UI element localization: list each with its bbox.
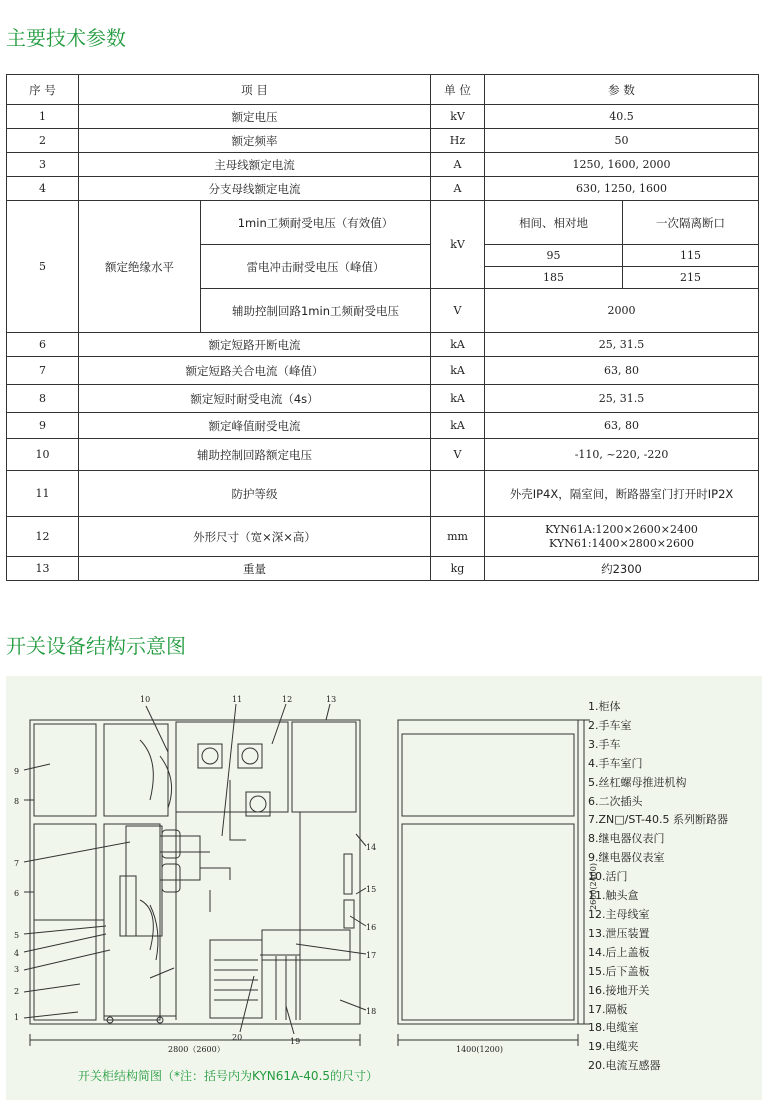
structure-section-title: 开关设备结构示意图 [6,634,186,658]
legend-item: 17.隔板 [588,1002,628,1016]
side-view-outline [398,720,578,1024]
table-row: 9 额定峰值耐受电流 kA 63, 80 [7,413,759,439]
legend-item: 10.活门 [588,870,628,884]
table-row: 2 额定频率 Hz 50 [7,129,759,153]
spec-section-title: 主要技术参数 [6,26,126,50]
callout-3: 3 [14,965,20,974]
callout-5: 5 [14,931,20,940]
legend-item: 2.手车室 [588,718,632,732]
legend-item: 14.后上盖板 [588,945,650,959]
callout-4: 4 [14,949,20,958]
dim-side-width: 1400(1200) [456,1045,503,1054]
callout-7: 7 [14,859,20,868]
legend-item: 1.柜体 [588,700,621,713]
callout-19: 19 [290,1037,301,1046]
legend-item: 8.继电器仪表门 [588,832,665,846]
cabinet-outline [30,720,360,1024]
callout-10: 10 [140,695,151,704]
parts-legend [588,698,728,1076]
callout-1: 1 [14,1013,20,1022]
callout-12: 12 [282,695,293,704]
legend-item: 19.电缆夹 [588,1040,639,1054]
legend-item: 7.ZN□/ST-40.5 系列断路器 [588,813,729,827]
spec-table: 序 号 项 目 单 位 参 数 1 额定电压 kV 40.5 2 额定频率 Hz 50 3 主母线额定电流 A 1250, 1600, 2000 4 分支母线额定电流 A 630, 1250, 1600 5 额定绝缘水平 1min工频耐受电压（有效值） kV 相间、相对地 一次隔离断口 雷电冲击耐受电压（峰值） 95 115 185 215 辅助控制回路1min工频耐受电压 V 2000 6 额定短路开断电流 kA 25, 31.5 7 额定短路关合电流（峰值） kA 63, 80 8 额定短时耐受电流（4s） kA 25, 31.5 9 额定峰值耐受电流 kA 63, 80 10 辅助控制回路额定电压 V -110, ~220, -220 11 防护等级 外壳IP4X，隔室间，断路器室门打开时IP2X 12 外形尺寸（宽×深×高） mm KYN61A:1200×2600×2400 KYN61:1400×2800×2600 13 重量 kg 约2300 [6,74,759,581]
header-no: 序 号 [7,75,79,105]
callout-8: 8 [14,797,20,806]
callout-16: 16 [366,923,377,932]
table-row: 8 额定短时耐受电流（4s） kA 25, 31.5 [7,385,759,413]
callout-2: 2 [14,987,20,996]
table-row: 4 分支母线额定电流 A 630, 1250, 1600 [7,177,759,201]
table-row: 11 防护等级 外壳IP4X，隔室间，断路器室门打开时IP2X [7,471,759,517]
legend-item: 12.主母线室 [588,907,650,921]
callout-20: 20 [232,1033,243,1042]
legend-item: 6.二次插头 [588,794,643,808]
diagram-caption: 开关柜结构简图（*注：括号内为KYN61A-40.5的尺寸） [78,1069,379,1083]
callout-17: 17 [366,951,377,960]
callout-15: 15 [366,885,377,894]
callout-11: 11 [232,695,243,704]
table-row: 10 辅助控制回路额定电压 V -110, ~220, -220 [7,439,759,471]
header-item: 项 目 [79,75,431,105]
legend-item: 13.泄压装置 [588,926,650,940]
dim-height: 2600(2400) [589,863,598,910]
legend-item: 4.手车室门 [588,756,643,770]
callout-14: 14 [366,843,377,852]
table-row: 3 主母线额定电流 A 1250, 1600, 2000 [7,153,759,177]
callout-18: 18 [366,1007,377,1016]
callout-13: 13 [326,695,337,704]
legend-item: 5.丝杠螺母推进机构 [588,775,687,789]
table-row: 7 额定短路关合电流（峰值） kA 63, 80 [7,357,759,385]
table-row-insulation: 5 额定绝缘水平 1min工频耐受电压（有效值） kV 相间、相对地 一次隔离断口 [7,201,759,245]
dim-front-width: 2800（2600） [168,1045,225,1054]
legend-item: 3.手车 [588,737,621,751]
table-row: 13 重量 kg 约2300 [7,557,759,581]
legend-item: 15.后下盖板 [588,964,650,978]
table-row: 12 外形尺寸（宽×深×高） mm KYN61A:1200×2600×2400 KYN61:1400×2800×2600 [7,517,759,557]
legend-item: 11.触头盒 [588,889,639,903]
header-value: 参 数 [485,75,759,105]
legend-item: 20.电流互感器 [588,1059,661,1073]
callout-6: 6 [14,889,20,898]
legend-item: 18.电缆室 [588,1021,639,1035]
callout-9: 9 [14,767,20,776]
table-row: 6 额定短路开断电流 kA 25, 31.5 [7,333,759,357]
legend-item: 16.接地开关 [588,983,650,997]
header-unit: 单 位 [431,75,485,105]
legend-item: 9.继电器仪表室 [588,851,665,865]
table-row: 1 额定电压 kV 40.5 [7,105,759,129]
